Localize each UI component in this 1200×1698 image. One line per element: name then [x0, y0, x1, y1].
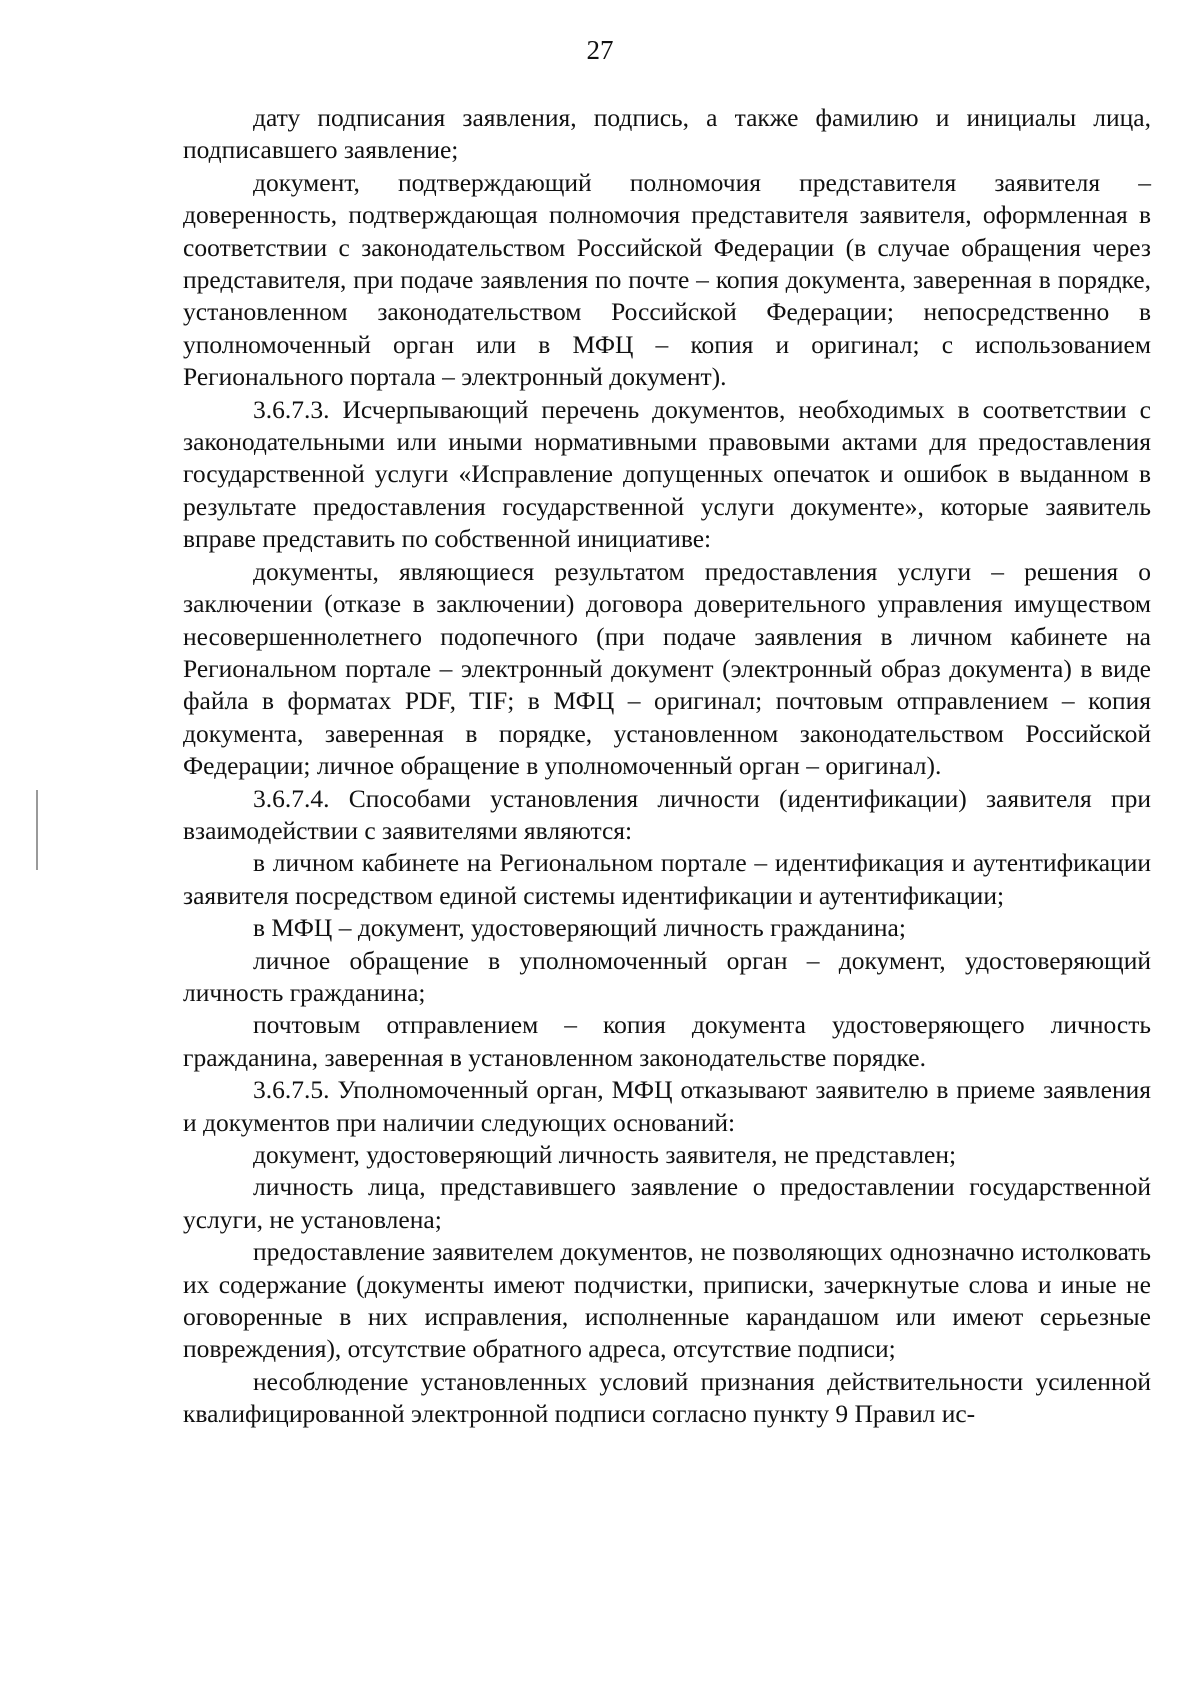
scan-margin-mark	[36, 790, 38, 870]
paragraph-representative-authority: документ, подтверждающий полномочия представителя заявителя – доверенность, подтверждающая полномочия представителя заявителя, оформленная в соответствии с законодательством Российской Федерации (в случае обращения через представителя, при подаче заявления по почте – копия документа, заверенная в порядке, установленном законодательством Российской Федерации; непосредственно в уполномоченный орган или в МФЦ – копия и оригинал; с использованием Регионального портала – электронный документ).	[183, 167, 1151, 392]
paragraph-id-not-provided: документ, удостоверяющий личность заявителя, не представлен;	[253, 1140, 957, 1169]
paragraph-postal-identification: почтовым отправлением – копия документа удостоверяющего личность гражданина, заверенная в установленном законодательстве порядке.	[183, 1010, 1151, 1072]
paragraph-signature-noncompliance: несоблюдение установленных условий признания действительности усиленной квалифицированной электронной подписи согласно пункту 9 Правил ис-	[183, 1366, 1151, 1429]
paragraph-personal-visit-identification: личное обращение в уполномоченный орган – документ, удостоверяющий личность гражданина;	[183, 945, 1151, 1007]
paragraph-signature-date: дату подписания заявления, подпись, а также фамилию и инициалы лица, подписавшего заявление;	[183, 103, 1151, 165]
paragraph-3-6-7-5: 3.6.7.5. Уполномоченный орган, МФЦ отказывают заявителю в приеме заявления и документов при наличии следующих оснований:	[183, 1075, 1151, 1137]
paragraph-regional-portal-identification: в личном кабинете на Региональном портале – идентификация и аутентификации заявителя посредством единой системы идентификации и аутентификации;	[183, 848, 1151, 910]
document-body	[183, 102, 1151, 1431]
paragraph-3-6-7-3: 3.6.7.3. Исчерпывающий перечень документов, необходимых в соответствии с законодательными или иными нормативными правовыми актами для предоставления государственной услуги «Исправление допущенных опечаток и ошибок в выданном в результате предоставления государственной услуги документе», которые заявитель вправе представить по собственной инициативе:	[183, 394, 1151, 554]
paragraph-3-6-7-4: 3.6.7.4. Способами установления личности (идентификации) заявителя при взаимодействии с заявителями являются:	[183, 783, 1151, 845]
page-number: 27	[586, 35, 614, 65]
paragraph-ambiguous-documents: предоставление заявителем документов, не позволяющих однозначно истолковать их содержание (документы имеют подчистки, приписки, зачеркнутые слова и иные не оговоренные в них исправления, исполненные карандашом или имеют серьезные повреждения), отсутствие обратного адреса, отсутствие подписи;	[183, 1237, 1151, 1364]
paragraph-mfc-identification: в МФЦ – документ, удостоверяющий личность гражданина;	[253, 913, 906, 943]
paragraph-identity-not-established: личность лица, представившего заявление о предоставлении государственной услуги, не установлена;	[183, 1172, 1151, 1234]
paragraph-result-documents: документы, являющиеся результатом предоставления услуги – решения о заключении (отказе в заключении) договора доверительного управления имуществом несовершеннолетнего подопечного (при подаче заявления в личном кабинете на Региональном портале – электронный документ (электронный образ документа) в виде файла в форматах PDF, TIF; в МФЦ – оригинал; почтовым отправлением – копия документа, заверенная в порядке, установленном законодательством Российской Федерации; личное обращение в уполномоченный орган – оригинал).	[183, 556, 1151, 781]
